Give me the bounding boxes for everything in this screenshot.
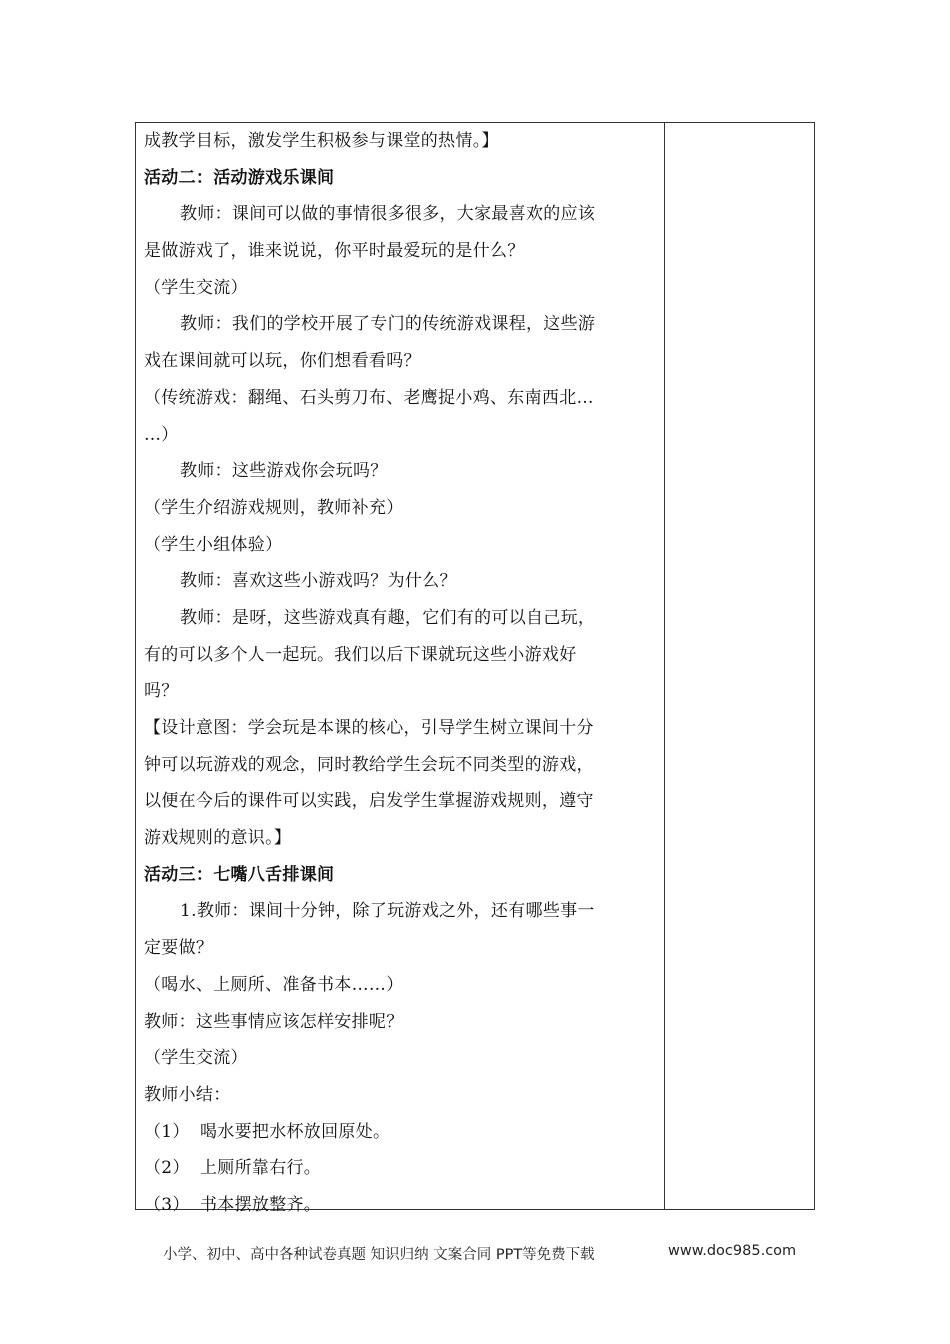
design-intent-line: 【设计意图：学会玩是本课的核心，引导学生树立课间十分 (144, 718, 594, 738)
text-line: 教师：这些游戏你会玩吗？ (180, 461, 388, 482)
text-line: 教师：我们的学校开展了专门的传统游戏课程，这些游 (180, 314, 596, 335)
lesson-content-cell (144, 123, 658, 1224)
text-line: 成教学目标，激发学生积极参与课堂的热情。】 (144, 131, 499, 151)
activity-heading: 活动二：活动游戏乐课间 (144, 167, 335, 188)
item-number: （3） (144, 1194, 190, 1215)
footer-tagline: 小学、初中、高中各种试卷真题 知识归纳 文案合同 PPT等免费下载 (163, 1247, 595, 1263)
text-line: 教师：这些事情应该怎样安排呢？ (144, 1011, 404, 1032)
text-line: （学生交流） (144, 277, 248, 298)
item-text: 喝水要把水杯放回原处。 (200, 1121, 391, 1142)
table-column-divider (664, 122, 665, 1210)
item-text: 上厕所靠右行。 (200, 1158, 322, 1179)
text-line: 教师：是呀，这些游戏真有趣，它们有的可以自己玩， (180, 607, 596, 628)
text-line: （喝水、上厕所、准备书本……） (144, 974, 404, 995)
text-line: （学生交流） (144, 1048, 248, 1069)
text-line: 教师：课间可以做的事情很多很多，大家最喜欢的应该 (180, 204, 596, 225)
text-line: 教师小结： (144, 1084, 231, 1105)
text-line: 吗？ (144, 681, 179, 702)
numbered-item (144, 1150, 658, 1187)
text-line: （学生介绍游戏规则，教师补充） (144, 497, 404, 518)
numbered-item (144, 1187, 658, 1224)
page-footer (0, 1243, 950, 1267)
text-line: 有的可以多个人一起玩。我们以后下课就玩这些小游戏好 (144, 644, 577, 665)
text-line: 是做游戏了，谁来说说，你平时最爱玩的是什么？ (144, 241, 525, 262)
text-line: 教师：喜欢这些小游戏吗？为什么？ (180, 571, 457, 592)
text-line: …） (144, 424, 179, 445)
text-line: （学生小组体验） (144, 534, 283, 555)
text-line: 定要做？ (144, 938, 214, 959)
design-intent-line: 钟可以玩游戏的观念，同时教给学生会玩不同类型的游戏， (144, 754, 594, 775)
item-number: （1） (144, 1121, 190, 1142)
design-intent-line: 游戏规则的意识。】 (144, 828, 292, 849)
item-number: （2） (144, 1158, 190, 1179)
text-line: 1.教师：课间十分钟，除了玩游戏之外，还有哪些事一 (180, 901, 595, 922)
footer-website: www.doc985.com (668, 1243, 797, 1259)
text-line: （传统游戏：翻绳、石头剪刀布、老鹰捉小鸡、东南西北… (144, 387, 594, 408)
design-intent-line: 以便在今后的课件可以实践，启发学生掌握游戏规则，遵守 (144, 791, 594, 812)
activity-heading: 活动三：七嘴八舌排课间 (144, 864, 335, 885)
numbered-item (144, 1114, 658, 1151)
item-text: 书本摆放整齐。 (200, 1194, 322, 1215)
text-line: 戏在课间就可以玩，你们想看看吗？ (144, 351, 421, 372)
